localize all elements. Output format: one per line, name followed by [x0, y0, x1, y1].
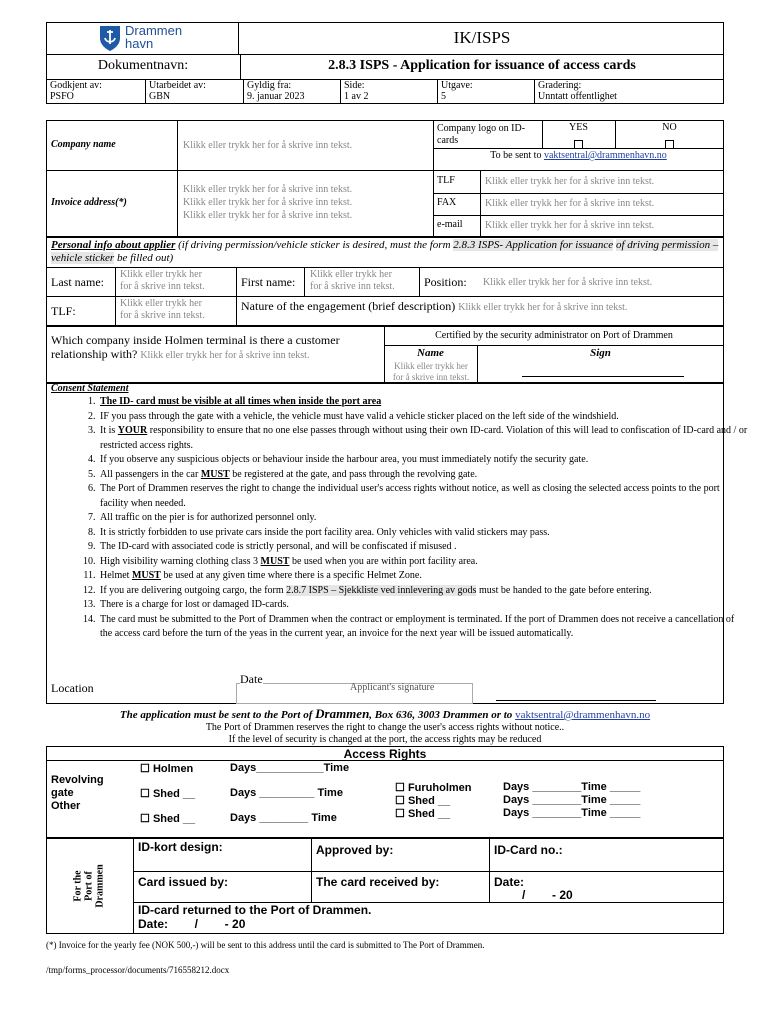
access-row-shed-4[interactable]: ☐ Shed __ Days ________Time _____ — [395, 807, 641, 820]
consent-rules-list — [74, 395, 748, 642]
logo-yes-label: YES — [569, 122, 588, 133]
meta-value: GBN — [149, 91, 171, 102]
first-name-input[interactable]: Klikk eller trykk her for å skrive inn tekst. — [310, 269, 395, 292]
send-line-1: The application must be sent to the Port of Drammen, Box 636, 3003 Drammen or to vaktsentral@drammenhavn.no — [119, 706, 651, 721]
access-row-shed-3[interactable]: ☐ Shed __ Days ________Time _____ — [395, 794, 641, 807]
position-label: Position: — [424, 275, 467, 289]
shed-4-checkbox[interactable]: ☐ — [395, 808, 405, 820]
send-email-link[interactable]: vaktsentral@drammenhavn.no — [515, 709, 651, 721]
doc-code: IK/ISPS — [453, 28, 511, 47]
fax-label: FAX — [437, 197, 457, 208]
meta-label: Gradering: — [538, 80, 582, 91]
position-input[interactable]: Klikk eller trykk her for å skrive inn tekst. — [483, 277, 653, 288]
card-returned-date: Date: / - 20 — [138, 917, 246, 931]
name-label: Name — [417, 347, 444, 359]
access-row-shed-2[interactable]: ☐ Shed __ Days ________ Time — [140, 812, 337, 825]
company-logo-label: Company logo on ID-cards — [437, 123, 526, 146]
meta-label: Utgave: — [441, 80, 473, 91]
relation-question: Which company inside Holmen terminal is there a customer — [51, 333, 340, 347]
invoice-address-input-3[interactable]: Klikk eller trykk her for å skrive inn tekst. — [183, 210, 353, 221]
list-item: 1. The ID- card must be visible at all times when inside the port area — [98, 395, 748, 410]
relation-question-line2: relationship with? Klikk eller trykk her for å skrive inn tekst. — [51, 347, 310, 361]
first-name-label: First name: — [241, 275, 296, 289]
sign-label: Sign — [590, 347, 611, 359]
tlf-input[interactable]: Klikk eller trykk her for å skrive inn tekst. — [485, 176, 655, 187]
id-card-no-label: ID-Card no.: — [494, 843, 563, 857]
list-item: 12. If you are delivering outgoing cargo, the form 2.8.7 ISPS – Sjekkliste ved innlevering av gods must be handed to the gate before entering. — [98, 584, 748, 599]
list-item: 2. IF you pass through the gate with a vehicle, the vehicle must have valid a vehicle sticker placed on the left side of the windshield. — [98, 410, 748, 425]
meta-value: Unntatt offentlighet — [538, 91, 617, 102]
drammen-havn-logo — [98, 23, 190, 53]
date-label: Date — [240, 672, 263, 686]
meta-label: Side: — [344, 80, 365, 91]
shed-3-checkbox[interactable]: ☐ — [395, 795, 405, 807]
list-item: 4. If you observe any suspicious objects or behaviour inside the harbour area, you must immediately notify the security gate. — [98, 453, 748, 468]
sign-line[interactable] — [522, 376, 684, 377]
list-item: 11. Helmet MUST be used at any given time where there is a specific Helmet Zone. — [98, 569, 748, 584]
org-name-line2: havn — [125, 36, 154, 51]
personal-heading: Personal info about applier (if driving permission/vehicle sticker is desired, must the form 2.8.3 ISPS- Application for issuance of driving permission – vehicle sticker be filled out) — [51, 239, 719, 264]
access-row-furuholmen[interactable]: ☐ Furuholmen Days ________Time _____ — [395, 781, 641, 794]
invoice-address-label: Invoice address(*) — [51, 197, 127, 208]
meta-value: 9. januar 2023 — [247, 91, 305, 102]
list-item: 7. All traffic on the pier is for authorized personnel only. — [98, 511, 748, 526]
company-name-label: Company name — [51, 139, 116, 150]
org-name-line1: Drammen — [125, 23, 183, 38]
list-item: 3. It is YOUR responsibility to ensure that no one else passes through without using their own ID-card. Violation of this will lead to confiscation of ID-card and / or restricted access rights. — [98, 424, 748, 453]
list-item: 14. The card must be submitted to the Port of Drammen when the contract or employment is terminated. If the port of Drammen does not receive a cancellation of the access card before the turn of the yeas in the current year, an invoice for the next year will be issued automatically. — [98, 613, 748, 642]
logo-no-label: NO — [662, 122, 677, 133]
tlf-personal-label: TLF: — [51, 304, 76, 318]
meta-label: Utarbeidet av: — [149, 80, 206, 91]
certifier-name-input[interactable]: Klikk eller trykk her for å skrive inn tekst. — [392, 361, 470, 382]
tlf-personal-input[interactable]: Klikk eller trykk her for å skrive inn tekst. — [120, 298, 205, 321]
sent-to-text: To be sent to vaktsentral@drammenhavn.no — [490, 150, 667, 161]
meta-value: 1 av 2 — [344, 91, 369, 102]
last-name-label: Last name: — [51, 275, 104, 289]
meta-value: 5 — [441, 91, 446, 102]
access-rights-title: Access Rights — [343, 747, 427, 761]
consent-heading: Consent Statement — [51, 383, 129, 394]
meta-label: Gyldig fra: — [247, 80, 292, 91]
email-label: e-mail — [437, 219, 463, 230]
list-item: 8. It is strictly forbidden to use private cars inside the port facility area. Only vehicles with valid stickers may pass. — [98, 526, 748, 541]
relation-input[interactable]: Klikk eller trykk her for å skrive inn tekst. — [140, 350, 310, 361]
tlf-label: TLF — [437, 175, 455, 186]
send-line-3: If the level of security is changed at the port, the access rights may be reduced — [228, 734, 542, 745]
certified-label: Certified by the security administrator on Port of Drammen — [435, 330, 673, 341]
send-line-2: The Port of Drammen reserves the right to change the user's access rights without notice.. — [205, 722, 565, 733]
nature-input[interactable]: Klikk eller trykk her for å skrive inn tekst. — [458, 302, 628, 313]
dokumentnavn-label: Dokumentnavn: — [97, 58, 189, 73]
access-row-shed-1[interactable]: ☐ Shed __ Days _________ Time — [140, 787, 343, 800]
list-item: 10. High visibility warning clothing class 3 MUST be used when you are within port facility area. — [98, 555, 748, 570]
footnote: (*) Invoice for the yearly fee (NOK 500,-) will be sent to this address until the card is submitted to The Port of Drammen. — [46, 940, 485, 950]
nature-label: Nature of the engagement (brief description) Klikk eller trykk her for å skrive inn tekst. — [241, 299, 628, 313]
card-received-by-label: The card received by: — [316, 875, 440, 889]
approved-by-label: Approved by: — [316, 843, 394, 857]
access-group-label: Revolving gate Other — [51, 774, 104, 812]
location-label: Location — [51, 681, 94, 695]
holmen-checkbox[interactable]: ☐ — [140, 763, 150, 775]
access-row-holmen[interactable]: ☐ Holmen Days___________Time — [140, 762, 350, 775]
list-item: 13. There is a charge for lost or damaged ID-cards. — [98, 598, 748, 613]
meta-label: Godkjent av: — [50, 80, 102, 91]
meta-value: PSFO — [50, 91, 74, 102]
list-item: 6. The Port of Drammen reserves the right to change the individual user's access rights without notice, as well as closing the selected access points to the port facility when needed. — [98, 482, 748, 511]
office-vertical-label: For the Port of Drammen — [72, 864, 106, 908]
harbour-shield-icon — [98, 24, 122, 52]
shed-2-checkbox[interactable]: ☐ — [140, 813, 150, 825]
doc-title: 2.8.3 ISPS - Application for issuance of access cards — [328, 58, 636, 73]
id-design-label: ID-kort design: — [138, 840, 223, 854]
applicant-signature-line[interactable] — [496, 700, 656, 701]
card-returned-label: ID-card returned to the Port of Drammen. — [138, 903, 372, 917]
shed-1-checkbox[interactable]: ☐ — [140, 788, 150, 800]
fax-input[interactable]: Klikk eller trykk her for å skrive inn tekst. — [485, 198, 655, 209]
invoice-address-input-1[interactable]: Klikk eller trykk her for å skrive inn tekst. — [183, 184, 353, 195]
list-item: 9. The ID-card with associated code is strictly personal, and will be confiscated if misused . — [98, 540, 748, 555]
invoice-address-input-2[interactable]: Klikk eller trykk her for å skrive inn tekst. — [183, 197, 353, 208]
list-item: 5. All passengers in the car MUST be registered at the gate, and pass through the revolving gate. — [98, 468, 748, 483]
file-path: /tmp/forms_processor/documents/716558212.docx — [46, 965, 230, 975]
email-link[interactable]: vaktsentral@drammenhavn.no — [543, 150, 667, 161]
applicant-signature-label: Applicant's signature — [350, 682, 435, 693]
email-input[interactable]: Klikk eller trykk her for å skrive inn tekst. — [485, 220, 655, 231]
card-issued-by-label: Card issued by: — [138, 875, 229, 889]
last-name-input[interactable]: Klikk eller trykk her for å skrive inn tekst. — [120, 269, 205, 292]
company-name-input[interactable]: Klikk eller trykk her for å skrive inn tekst. — [183, 140, 353, 151]
furuholmen-checkbox[interactable]: ☐ — [395, 782, 405, 794]
office-date-label: Date: — [494, 875, 525, 889]
office-date-value: / - 20 — [522, 888, 573, 902]
